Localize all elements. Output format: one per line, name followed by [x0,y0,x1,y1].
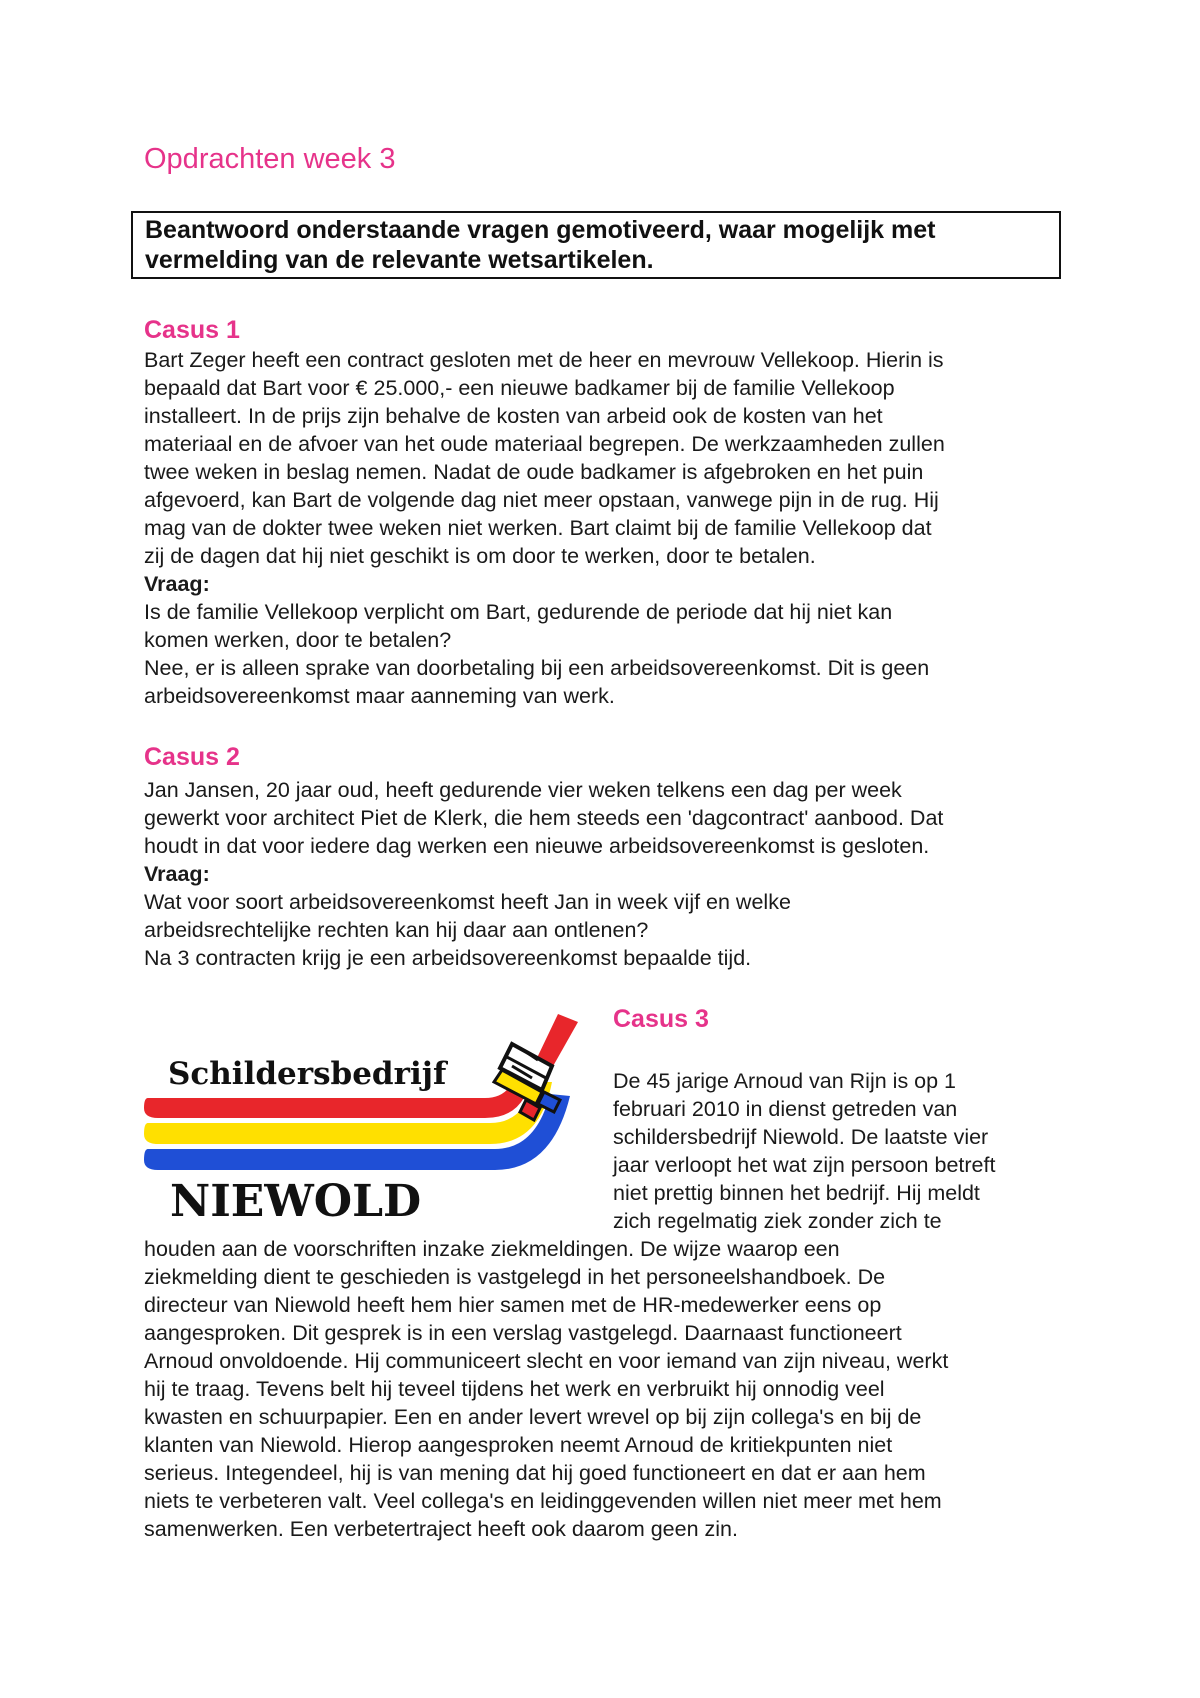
text-line: houdt in dat voor iedere dag werken een nieuwe arbeidsovereenkomst is gesloten. [144,834,930,858]
question-line: arbeidsrechtelijke rechten kan hij daar aan ontlenen? [144,918,649,942]
text-line: Arnoud onvoldoende. Hij communiceert slecht en voor iemand van zijn niveau, werkt [144,1349,949,1373]
text-line: afgevoerd, kan Bart de volgende dag niet meer opstaan, vanwege pijn in de rug. Hij [144,488,939,512]
text-line: Bart Zeger heeft een contract gesloten met de heer en mevrouw Vellekoop. Hierin is [144,348,944,372]
text-line: februari 2010 in dienst getreden van [613,1097,958,1121]
answer-line: arbeidsovereenkomst maar aanneming van werk. [144,684,615,708]
text-line: Jan Jansen, 20 jaar oud, heeft gedurende vier weken telkens een dag per week [144,778,902,802]
text-line: zich regelmatig ziek zonder zich te [613,1209,942,1233]
question-line: Is de familie Vellekoop verplicht om Bart, gedurende de periode dat hij niet kan [144,600,893,624]
niewold-logo [140,1008,600,1228]
text-line: installeert. In de prijs zijn behalve de kosten van arbeid ook de kosten van het [144,404,883,428]
logo-text-niewold: NIEWOLD [170,1176,422,1227]
text-line: zij de dagen dat hij niet geschikt is om door te werken, door te betalen. [144,544,816,568]
text-line: hij te traag. Tevens belt hij teveel tijdens het werk en verbruikt hij onnodig veel [144,1377,885,1401]
page-title: Opdrachten week 3 [144,143,396,175]
text-line: kwasten en schuurpapier. Een en ander levert wrevel op bij zijn collega's en bij de [144,1405,922,1429]
text-line: houden aan de voorschriften inzake ziekmeldingen. De wijze waarop een [144,1237,840,1261]
text-line: schildersbedrijf Niewold. De laatste vier [613,1125,989,1149]
text-line: mag van de dokter twee weken niet werken. Bart claimt bij de familie Vellekoop dat [144,516,932,540]
instruction-box [131,211,1061,279]
text-line: niets te verbeteren valt. Veel collega's en leidinggevenden willen niet meer met hem [144,1489,942,1513]
text-line: jaar verloopt het wat zijn persoon betreft [613,1153,996,1177]
casus-3-heading: Casus 3 [613,1005,709,1033]
text-line: bepaald dat Bart voor € 25.000,- een nieuwe badkamer bij de familie Vellekoop [144,376,895,400]
casus-3-text [144,1235,948,1543]
vraag-label: Vraag: [144,572,210,596]
casus-2-text [144,776,943,972]
text-line: ziekmelding dient te geschieden is vastgelegd in het personeelshandboek. De [144,1265,886,1289]
question-line: komen werken, door te betalen? [144,628,452,652]
logo-text-schildersbedrijf: Schildersbedrijf [168,1056,447,1092]
answer-line: Na 3 contracten krijg je een arbeidsovereenkomst bepaalde tijd. [144,946,752,970]
text-line: twee weken in beslag nemen. Nadat de oude badkamer is afgebroken en het puin [144,460,924,484]
text-line: samenwerken. Een verbetertraject heeft ook daarom geen zin. [144,1517,738,1541]
answer-line: Nee, er is alleen sprake van doorbetaling bij een arbeidsovereenkomst. Dit is geen [144,656,930,680]
text-line: aangesproken. Dit gesprek is in een verslag vastgelegd. Daarnaast functioneert [144,1321,902,1345]
text-line: materiaal en de afvoer van het oude materiaal begrepen. De werkzaamheden zullen [144,432,945,456]
question-line: Wat voor soort arbeidsovereenkomst heeft Jan in week vijf en welke [144,890,791,914]
text-line: directeur van Niewold heeft hem hier samen met de HR-medewerker eens op [144,1293,882,1317]
vraag-label: Vraag: [144,862,210,886]
casus-3-side-text [613,1067,995,1235]
casus-2-heading: Casus 2 [144,743,240,771]
casus-1-heading: Casus 1 [144,316,240,344]
instruction-line: vermelding van de relevante wetsartikelen. [145,246,654,274]
casus-1-text [144,346,945,710]
instruction-line: Beantwoord onderstaande vragen gemotiveerd, waar mogelijk met [145,216,936,244]
text-line: klanten van Niewold. Hierop aangesproken neemt Arnoud de kritiekpunten niet [144,1433,893,1457]
text-line: serieus. Integendeel, hij is van mening dat hij goed functioneert en dat er aan hem [144,1461,926,1485]
text-line: De 45 jarige Arnoud van Rijn is op 1 [613,1069,957,1093]
text-line: niet prettig binnen het bedrijf. Hij meldt [613,1181,980,1205]
text-line: gewerkt voor architect Piet de Klerk, die hem steeds een 'dagcontract' aanbood. Dat [144,806,944,830]
